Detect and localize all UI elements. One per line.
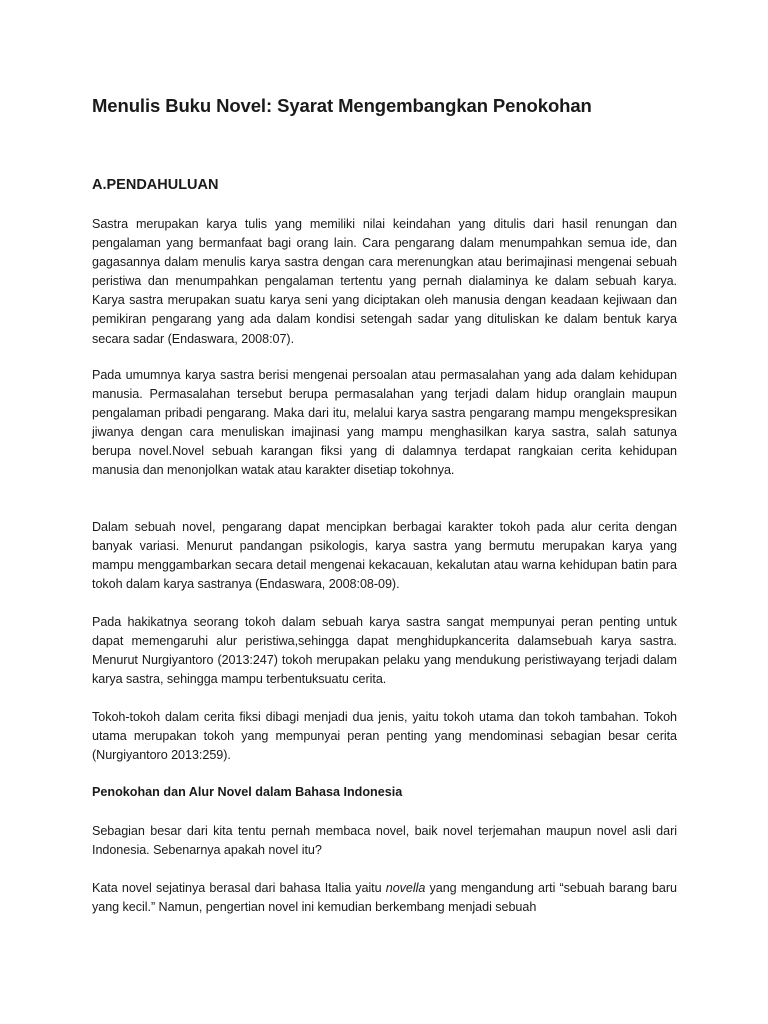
section-heading-pendahuluan: A.PENDAHULUAN: [92, 177, 219, 193]
paragraph-7-before: Kata novel sejatinya berasal dari bahasa Italia yaitu: [92, 881, 386, 895]
paragraph-1: Sastra merupakan karya tulis yang memiliki nilai keindahan yang ditulis dari hasil renungan dan pengalaman yang bermanfaat bagi orang lain. Cara pengarang dalam menumpahkan semua ide, dan gagasannya dalam menulis karya sastra dengan cara merenungkan atau berimajinasi mengenai sebuah peristiwa dan menumpahkan pengalaman tertentu yang pernah dialaminya ke dalam sebuah karya. Karya sastra merupakan suatu karya seni yang diciptakan oleh manusia dengan keadaan kejiwaan dan pemikiran pengarang yang ada dalam kondisi setengah sadar yang dituliskan ke dalam bentuk karya secara sadar (Endaswara, 2008:07).: [92, 217, 677, 346]
paragraph-7-after: yang mengandung arti “sebuah barang baru yang kecil.” Namun, pengertian novel ini kemudian berkembang menjadi sebuah: [92, 881, 677, 915]
paragraph-6: Sebagian besar dari kita tentu pernah membaca novel, baik novel terjemahan maupun novel asli dari Indonesia. Sebenarnya apakah novel itu?: [92, 824, 677, 858]
paragraph-2: Pada umumnya karya sastra berisi mengenai persoalan atau permasalahan yang ada dalam kehidupan manusia. Permasalahan tersebut berupa permasalahan yang terjadi dalam hidup oranglain maupun pengalaman pribadi pengarang. Maka dari itu, melalui karya sastra pengarang mampu mengekspresikan jiwanya dengan cara menuliskan imajinasi yang mampu menghasilkan karya sastra, salah satunya berupa novel.Novel sebuah karangan fiksi yang di dalamnya terdapat rangkaian cerita kehidupan manusia dan menonjolkan watak atau karakter disetiap tokohnya.: [92, 368, 677, 478]
subheading-penokohan: Penokohan dan Alur Novel dalam Bahasa Indonesia: [92, 785, 403, 799]
paragraph-5: Tokoh-tokoh dalam cerita fiksi dibagi menjadi dua jenis, yaitu tokoh utama dan tokoh tambahan. Tokoh utama merupakan tokoh yang mempunyai peran penting yang mendominasi sebagian besar cerita (Nurgiyantoro 2013:259).: [92, 710, 677, 763]
paragraph-3: Dalam sebuah novel, pengarang dapat mencipkan berbagai karakter tokoh pada alur cerita dengan banyak variasi. Menurut pandangan psikologis, karya sastra yang bermutu merupakan karya yang mampu menggambarkan secara detail mengenai kekacauan, kekalutan atau warna kehidupan batin para tokoh dalam karya sastranya (Endaswara, 2008:08-09).: [92, 520, 677, 592]
paragraph-7-italic-term: novella: [385, 881, 426, 895]
paragraph-4: Pada hakikatnya seorang tokoh dalam sebuah karya sastra sangat mempunyai peran penting untuk dapat memengaruhi alur peristiwa,sehingga dapat menghidupkancerita dalamsebuah karya sastra. Menurut Nurgiyantoro (2013:247) tokoh merupakan pelaku yang mendukung peristiwayang terjadi dalam karya sastra, sehingga mampu terbentuksuatu cerita.: [92, 615, 677, 687]
paragraph-7: [92, 879, 677, 917]
document-title: Menulis Buku Novel: Syarat Mengembangkan Penokohan: [92, 95, 592, 116]
